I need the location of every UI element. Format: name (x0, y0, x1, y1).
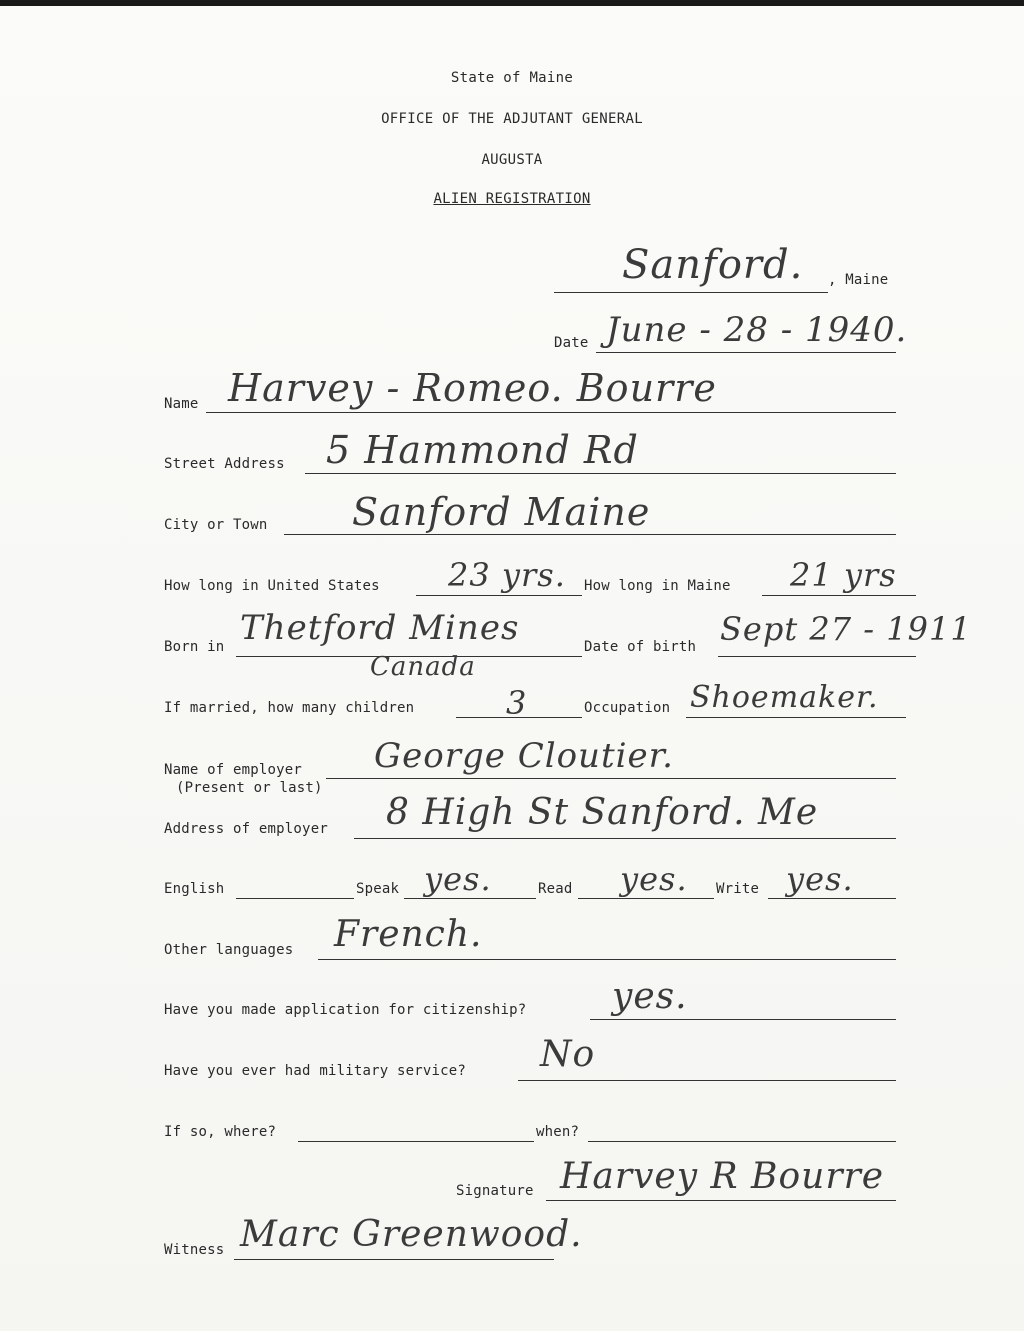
when-label: when? (536, 1124, 580, 1140)
date-of-birth-value: Sept 27 - 1911 (720, 610, 972, 648)
how-long-us-label: How long in United States (164, 578, 380, 594)
other-languages-label: Other languages (164, 942, 294, 958)
how-long-us-value: 23 yrs. (448, 556, 566, 594)
signature-line (546, 1200, 896, 1201)
employer-line (326, 778, 896, 779)
children-label: If married, how many children (164, 700, 415, 716)
header-title: ALIEN REGISTRATION (433, 191, 591, 207)
maine-label: , Maine (828, 272, 889, 288)
how-long-maine-value: 21 yrs (790, 556, 897, 594)
read-label: Read (538, 881, 573, 897)
speak-label: Speak (356, 881, 400, 897)
write-label: Write (716, 881, 760, 897)
born-in-value: Thetford Mines (240, 608, 520, 648)
date-label: Date (554, 335, 589, 351)
other-languages-value: French. (334, 914, 483, 955)
read-line (578, 898, 714, 899)
date-of-birth-label: Date of birth (584, 639, 697, 655)
occupation-line (686, 717, 906, 718)
employer-address-line (354, 838, 896, 839)
employer-value: George Cloutier. (374, 736, 674, 776)
children-value: 3 (506, 684, 528, 722)
where-line (298, 1141, 534, 1142)
born-in-label: Born in (164, 639, 225, 655)
date-value: June - 28 - 1940. (606, 310, 908, 350)
employer-sublabel: (Present or last) (176, 780, 323, 796)
header-office: OFFICE OF THE ADJUTANT GENERAL (381, 111, 643, 127)
city-label: City or Town (164, 517, 268, 533)
military-label: Have you ever had military service? (164, 1063, 467, 1079)
name-value: Harvey - Romeo. Bourre (228, 366, 717, 410)
military-line (518, 1080, 896, 1081)
employer-label: Name of employer (164, 762, 303, 778)
when-line (588, 1141, 896, 1142)
write-line (768, 898, 896, 899)
header-state: State of Maine (450, 70, 574, 86)
citizenship-value: yes. (612, 976, 688, 1017)
citizenship-line (590, 1019, 896, 1020)
witness-value: Marc Greenwood. (240, 1214, 583, 1255)
town-line (554, 292, 828, 293)
city-line (284, 534, 896, 535)
street-value: 5 Hammond Rd (326, 428, 639, 472)
date-line (596, 352, 896, 353)
witness-line (234, 1259, 554, 1260)
other-languages-line (318, 959, 896, 960)
scan-border (0, 0, 1024, 6)
born-in-country-value: Canada (370, 652, 476, 682)
street-label: Street Address (164, 456, 285, 472)
employer-address-label: Address of employer (164, 821, 328, 837)
occupation-label: Occupation (584, 700, 671, 716)
witness-label: Witness (164, 1242, 225, 1258)
citizenship-label: Have you made application for citizenship? (164, 1002, 527, 1018)
date-of-birth-line (718, 656, 916, 657)
signature-label: Signature (456, 1183, 534, 1199)
how-long-maine-label: How long in Maine (584, 578, 731, 594)
employer-address-value: 8 High St Sanford. Me (386, 792, 819, 833)
military-value: No (540, 1034, 596, 1075)
english-label: English (164, 881, 225, 897)
name-label: Name (164, 396, 199, 412)
name-line (206, 412, 896, 413)
city-value: Sanford Maine (352, 490, 651, 534)
header-city: AUGUSTA (481, 152, 543, 168)
street-line (305, 473, 896, 474)
speak-line (404, 898, 536, 899)
how-long-us-line (416, 595, 582, 596)
write-value: yes. (786, 860, 854, 898)
where-label: If so, where? (164, 1124, 277, 1140)
speak-value: yes. (424, 860, 492, 898)
occupation-value: Shoemaker. (690, 680, 879, 715)
english-line (236, 898, 354, 899)
read-value: yes. (620, 860, 688, 898)
how-long-maine-line (762, 595, 916, 596)
town-value: Sanford. (622, 242, 804, 288)
signature-value: Harvey R Bourre (560, 1156, 885, 1197)
